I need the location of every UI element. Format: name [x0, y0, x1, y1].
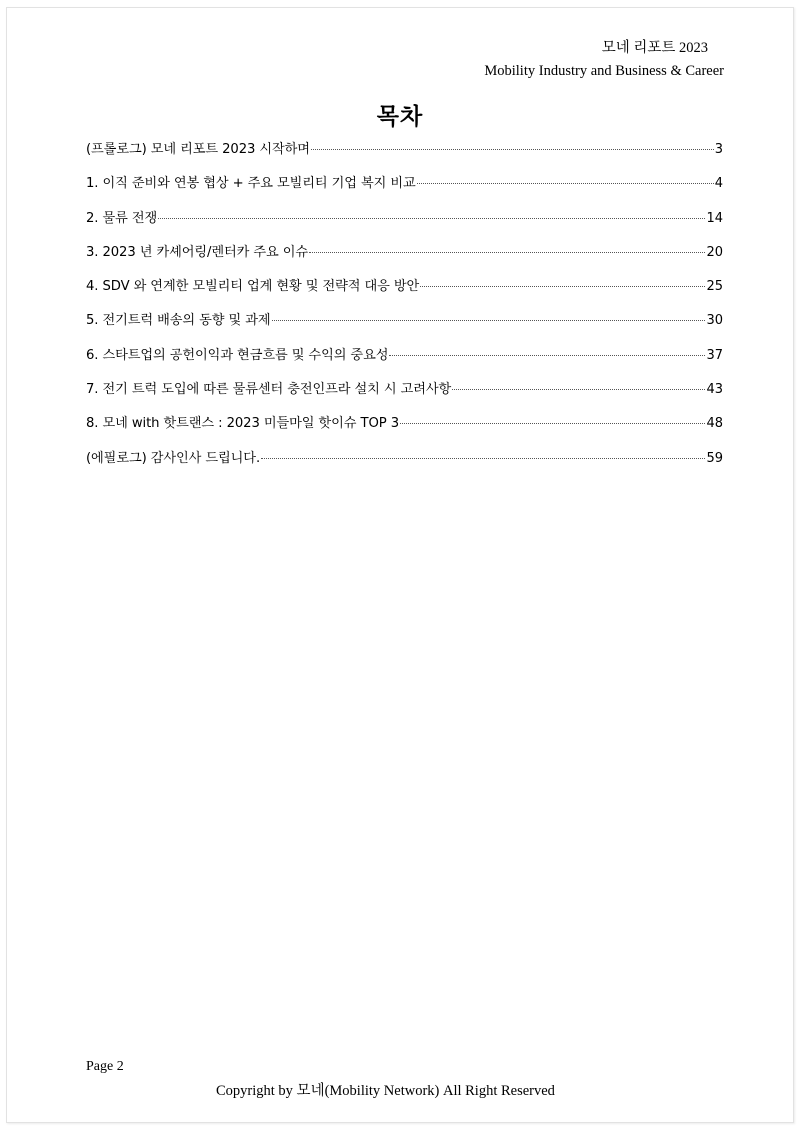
toc-entry-page: 4 — [714, 176, 723, 192]
toc-entry-label: (프롤로그) 모네 리포트 2023 시작하며 — [86, 142, 310, 157]
toc-entry-page: 3 — [714, 142, 723, 157]
dot-leader — [158, 218, 705, 219]
toc-entry[interactable] — [86, 208, 723, 242]
dot-leader — [417, 183, 714, 184]
toc-entry[interactable] — [86, 379, 723, 413]
toc-entry-page: 43 — [706, 382, 723, 398]
toc-entry-label: 2. 물류 전쟁 — [86, 210, 158, 226]
toc-entry-label: 6. 스타트업의 공헌이익과 현금흐름 및 수익의 중요성 — [86, 347, 389, 363]
toc-entry-page: 59 — [706, 450, 723, 466]
dot-leader — [389, 355, 705, 356]
toc-entry[interactable] — [86, 448, 723, 482]
dot-leader — [309, 252, 705, 253]
toc-entry-page: 37 — [706, 347, 723, 363]
dot-leader — [400, 423, 705, 424]
toc-entry-label: 4. SDV 와 연계한 모빌리티 업계 현황 및 전략적 대응 방안 — [86, 279, 420, 295]
report-subtitle: Mobility Industry and Business & Career — [484, 63, 724, 79]
toc-entry-page: 48 — [706, 416, 723, 432]
toc-entry-page: 25 — [706, 279, 723, 295]
dot-leader — [272, 320, 706, 321]
dot-leader — [420, 286, 705, 287]
toc-entry-label: 7. 전기 트럭 도입에 따른 물류센터 충전인프라 설치 시 고려사항 — [86, 382, 452, 398]
page-header — [484, 37, 724, 83]
toc-entry[interactable] — [86, 413, 723, 447]
toc-entry-page: 14 — [706, 210, 723, 226]
toc-entry-page: 20 — [706, 244, 723, 260]
table-of-contents — [86, 139, 723, 482]
dot-leader — [452, 389, 705, 390]
toc-heading: 목차 — [376, 104, 424, 130]
toc-entry-label: 8. 모네 with 핫트랜스 : 2023 미들마일 핫이슈 TOP 3 — [86, 416, 399, 432]
toc-entry[interactable] — [86, 310, 723, 344]
toc-entry-label: 3. 2023 년 카셰어링/렌터카 주요 이슈 — [86, 244, 309, 260]
toc-entry[interactable] — [86, 173, 723, 207]
toc-entry-page: 30 — [706, 313, 723, 329]
toc-entry[interactable] — [86, 276, 723, 310]
toc-entry[interactable] — [86, 139, 723, 173]
report-title: 모네 리포트 2023 — [601, 40, 708, 56]
copyright-notice: Copyright by 모네(Mobility Network) All Right Reserved — [216, 1083, 555, 1099]
dot-leader — [311, 149, 714, 150]
toc-entry[interactable] — [86, 242, 723, 276]
toc-entry-label: 5. 전기트럭 배송의 동향 및 과제 — [86, 313, 271, 329]
toc-entry-label: (에필로그) 감사인사 드립니다. — [86, 450, 261, 466]
toc-entry[interactable] — [86, 345, 723, 379]
dot-leader — [261, 458, 705, 459]
toc-entry-label: 1. 이직 준비와 연봉 협상 + 주요 모빌리티 기업 복지 비교 — [86, 176, 416, 192]
page-number: Page 2 — [86, 1059, 124, 1074]
